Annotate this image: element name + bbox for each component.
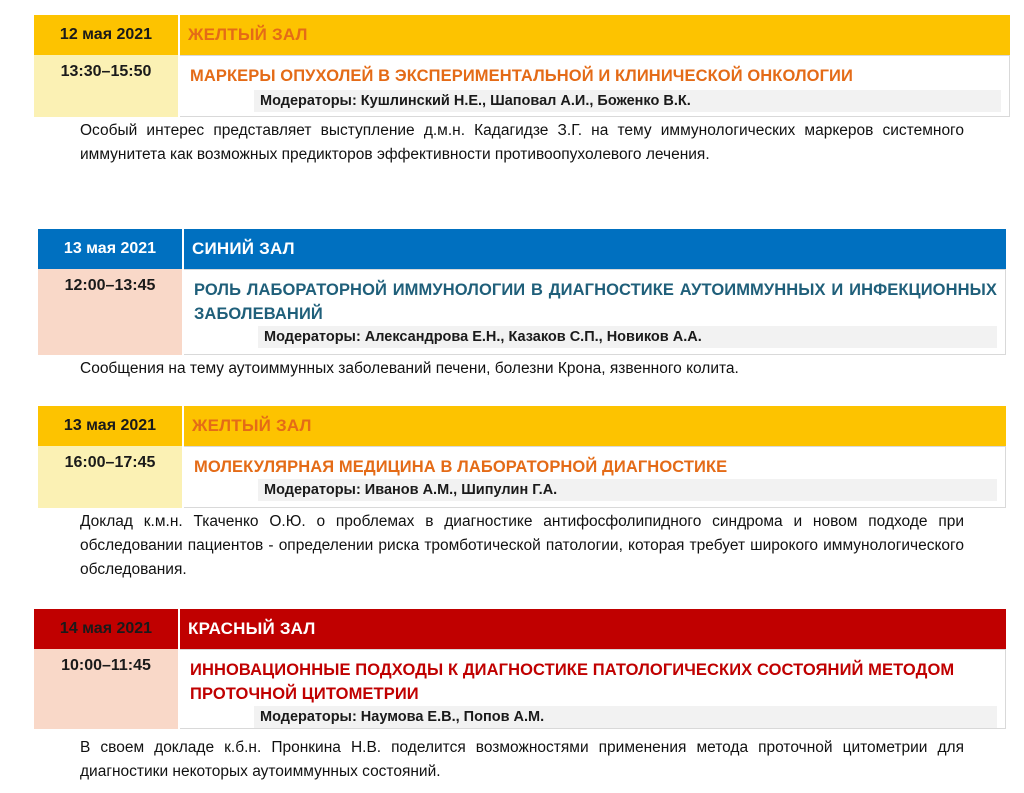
time-cell bbox=[34, 649, 178, 729]
session-date: 14 мая 2021 bbox=[59, 620, 153, 637]
session-block-1 bbox=[34, 15, 1010, 117]
moderators: Модераторы: Наумова Е.В., Попов А.М. bbox=[254, 706, 997, 728]
session-title: РОЛЬ ЛАБОРАТОРНОЙ ИММУНОЛОГИИ В ДИАГНОСТИКЕ АУТОИММУННЫХ И ИНФЕКЦИОННЫХ ЗАБОЛЕВАНИЙ bbox=[194, 281, 997, 323]
session-header bbox=[38, 229, 1006, 269]
session-block-4 bbox=[34, 609, 1006, 729]
time-cell bbox=[38, 446, 182, 508]
session-header bbox=[38, 406, 1006, 446]
session-time: 16:00–17:45 bbox=[64, 454, 156, 471]
session-description: В своем докладе к.б.н. Пронкина Н.В. поделится возможностями применения метода проточной цитометрии для диагностики некоторых аутоиммунных состояний. bbox=[80, 739, 964, 780]
session-date: 13 мая 2021 bbox=[63, 417, 157, 434]
moderators: Модераторы: Александрова Е.Н., Казаков С.П., Новиков А.А. bbox=[258, 326, 997, 348]
hall-name: СИНИЙ ЗАЛ bbox=[192, 239, 295, 258]
hall-name: ЖЕЛТЫЙ ЗАЛ bbox=[188, 25, 308, 44]
hall-name: КРАСНЫЙ ЗАЛ bbox=[188, 619, 316, 638]
session-title: МАРКЕРЫ ОПУХОЛЕЙ В ЭКСПЕРИМЕНТАЛЬНОЙ И КЛИНИЧЕСКОЙ ОНКОЛОГИИ bbox=[190, 67, 853, 85]
time-cell bbox=[34, 55, 178, 117]
time-cell bbox=[38, 269, 182, 355]
moderators: Модераторы: Иванов А.М., Шипулин Г.А. bbox=[258, 479, 997, 501]
hall-name: ЖЕЛТЫЙ ЗАЛ bbox=[192, 416, 312, 435]
session-header bbox=[34, 15, 1010, 55]
moderators: Модераторы: Кушлинский Н.Е., Шаповал А.И., Боженко В.К. bbox=[254, 90, 1001, 112]
session-description: Доклад к.м.н. Ткаченко О.Ю. о проблемах в диагностике антифосфолипидного синдрома и новом подходе при обследовании пациентов - определении риска тромботической патологии, которая требует широкого иммунологического обследования. bbox=[80, 513, 964, 578]
session-time: 10:00–11:45 bbox=[61, 657, 151, 674]
session-block-3 bbox=[38, 406, 1006, 508]
session-block-2 bbox=[38, 229, 1006, 355]
session-time: 13:30–15:50 bbox=[60, 63, 152, 80]
session-time: 12:00–13:45 bbox=[64, 277, 156, 294]
session-header bbox=[34, 609, 1006, 649]
session-date: 13 мая 2021 bbox=[63, 240, 157, 257]
session-description: Особый интерес представляет выступление д.м.н. Кадагидзе З.Г. на тему иммунологических маркеров системного иммунитета как возможных предикторов эффективности противоопухолевого лечения. bbox=[80, 122, 964, 163]
session-description: Сообщения на тему аутоиммунных заболеваний печени, болезни Крона, язвенного колита. bbox=[80, 360, 739, 377]
session-title: ИННОВАЦИОННЫЕ ПОДХОДЫ К ДИАГНОСТИКЕ ПАТОЛОГИЧЕСКИХ СОСТОЯНИЙ МЕТОДОМ ПРОТОЧНОЙ ЦИТОМЕТРИИ bbox=[190, 661, 955, 703]
session-title: МОЛЕКУЛЯРНАЯ МЕДИЦИНА В ЛАБОРАТОРНОЙ ДИАГНОСТИКЕ bbox=[194, 458, 728, 476]
session-date: 12 мая 2021 bbox=[59, 26, 153, 43]
